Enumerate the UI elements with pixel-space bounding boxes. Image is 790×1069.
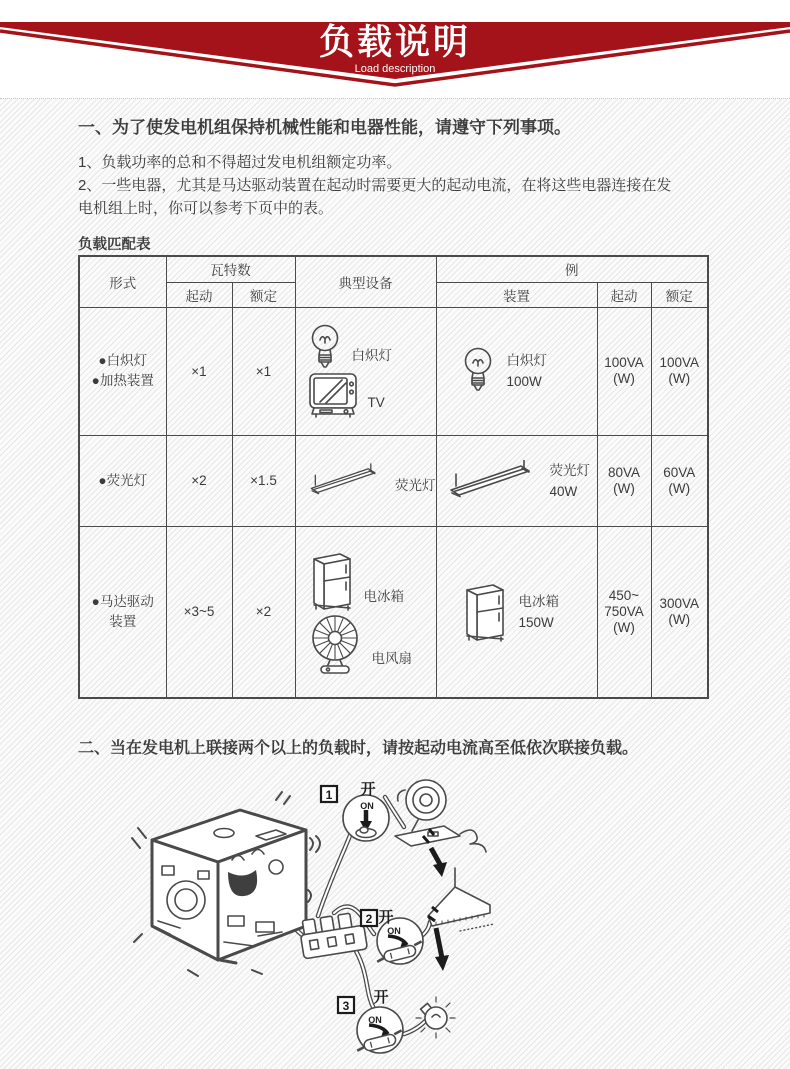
va-line: 750VA — [604, 603, 644, 619]
example-device-cell — [436, 526, 597, 698]
header-type: 形式 — [79, 256, 166, 307]
electric-fan-icon — [308, 613, 362, 675]
example-start-cell — [597, 435, 651, 526]
page-title: 负载说明 — [318, 23, 471, 62]
type-line: ●马达驱动 — [91, 593, 154, 609]
fluorescent-tube-icon — [308, 460, 386, 502]
load-matching-table — [78, 255, 709, 699]
start-factor-cell: ×1 — [166, 307, 232, 435]
on-label: ON — [387, 926, 401, 936]
step-number: 1 — [325, 788, 333, 802]
switch-step-1 — [321, 781, 389, 841]
type-cell — [79, 526, 166, 698]
table-row-incandescent — [79, 307, 708, 435]
table-row-fluorescent — [79, 435, 708, 526]
rated-factor-cell: ×1.5 — [232, 435, 295, 526]
example-device-power: 40W — [549, 483, 578, 499]
device-label: 白炽灯 — [351, 348, 392, 363]
example-start-cell — [597, 307, 651, 435]
va-line: 60VA — [663, 464, 696, 480]
start-factor-cell: ×2 — [166, 435, 232, 526]
example-device-cell — [436, 435, 597, 526]
type-cell — [79, 307, 166, 435]
switch-open-label: 开 — [373, 989, 389, 1006]
header-device: 装置 — [436, 282, 597, 307]
start-factor-cell: ×3~5 — [166, 526, 232, 698]
light-bulb — [416, 997, 455, 1038]
table-header-row-1 — [79, 256, 708, 282]
rated-factor-cell: ×1 — [232, 307, 295, 435]
load-table-title: 负载匹配表 — [78, 237, 151, 253]
type-line: 装置 — [109, 613, 137, 629]
va-line: 100VA — [659, 355, 700, 370]
example-start-cell — [597, 526, 651, 698]
section1-point2: 2、一些电器，尤其是马达驱动装置在起动时需要更大的起动电流，在将这些电器连接在发电机组上时，你可以参考下页中的表。 — [78, 177, 672, 217]
incandescent-bulb-icon — [308, 324, 342, 372]
va-line: (W) — [613, 480, 635, 496]
switch-open-label: 开 — [378, 909, 394, 926]
generator-sketch — [132, 792, 320, 976]
type-line: ●荧光灯 — [98, 472, 148, 488]
fluorescent-tube-icon — [447, 460, 542, 502]
va-line: (W) — [668, 480, 691, 496]
step-number: 2 — [365, 912, 373, 926]
table-row-motor — [79, 526, 708, 698]
va-line: (W) — [613, 371, 635, 386]
section1-point1: 1、负载功率的总和不得超过发电机组额定功率。 — [78, 154, 402, 171]
refrigerator-icon — [461, 580, 507, 644]
rated-factor-cell: ×2 — [232, 526, 295, 698]
example-device-name: 电冰箱 — [518, 593, 559, 609]
page-subtitle: Load description — [354, 63, 436, 75]
header-example-start: 起动 — [597, 282, 651, 307]
switch-step-2 — [361, 909, 424, 965]
example-rated-cell — [651, 435, 708, 526]
header-example-rated: 额定 — [651, 282, 708, 307]
example-device-power: 100W — [506, 374, 542, 389]
generator-connection-illustration — [128, 776, 568, 1068]
va-line: 100VA — [604, 355, 644, 370]
example-device-power: 150W — [518, 614, 554, 630]
ceiling-light-fixture — [428, 868, 494, 931]
va-line: (W) — [668, 371, 691, 386]
on-label: ON — [360, 801, 374, 811]
type-line: ●白炽灯 — [98, 353, 148, 368]
section1-body — [78, 151, 684, 220]
typical-device-cell — [295, 307, 436, 435]
spotlight-lamp — [395, 780, 486, 852]
switch-open-label: 开 — [360, 781, 376, 798]
header-example: 例 — [436, 256, 708, 282]
typical-device-cell — [295, 435, 436, 526]
va-line: 300VA — [659, 595, 700, 611]
step-number: 3 — [342, 999, 350, 1013]
device-label: 荧光灯 — [395, 477, 436, 493]
header-start: 起动 — [166, 282, 232, 307]
on-label: ON — [368, 1015, 382, 1025]
va-line: (W) — [668, 611, 691, 627]
refrigerator-icon — [308, 549, 354, 613]
example-device-name: 荧光灯 — [549, 462, 590, 478]
example-device-cell — [436, 307, 597, 435]
tv-icon — [308, 372, 358, 418]
device-label: 电冰箱 — [363, 588, 404, 604]
type-line: ●加热装置 — [91, 373, 154, 388]
header-wattage: 瓦特数 — [166, 256, 295, 282]
header-rated: 额定 — [232, 282, 295, 307]
type-cell — [79, 435, 166, 526]
header-typical-device: 典型设备 — [295, 256, 436, 307]
example-rated-cell — [651, 526, 708, 698]
va-line: (W) — [613, 619, 635, 635]
va-line: 450~ — [608, 587, 640, 603]
section1-heading: 一、为了使发电机组保持机械性能和电器性能，请遵守下列事项。 — [78, 118, 571, 137]
section2-heading: 二、当在发电机上联接两个以上的负载时，请按起动电流高至低依次联接负载。 — [78, 740, 639, 757]
typical-device-cell — [295, 526, 436, 698]
device-label: TV — [367, 395, 385, 410]
incandescent-bulb-icon — [461, 347, 495, 395]
example-rated-cell — [651, 307, 708, 435]
va-line: 80VA — [607, 464, 641, 480]
device-label: 电风扇 — [371, 650, 412, 666]
example-device-name: 白炽灯 — [506, 353, 547, 368]
